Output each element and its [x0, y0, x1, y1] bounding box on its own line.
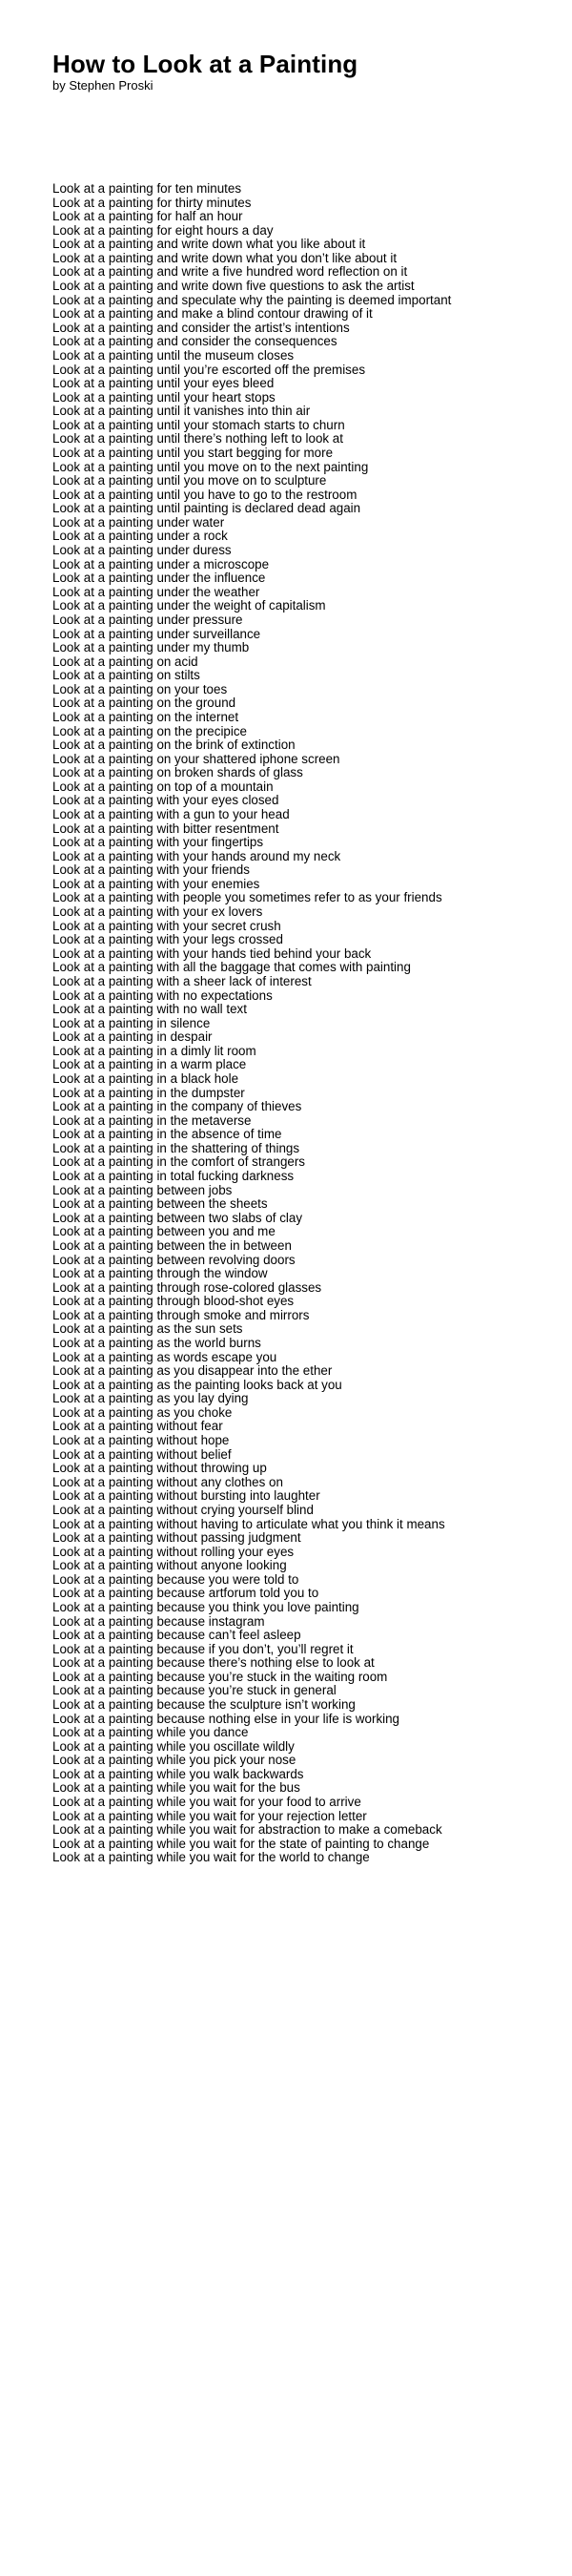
poem-line: Look at a painting and write a five hundred word reflection on it [52, 264, 408, 280]
poem-line: Look at a painting as the painting looks back at you [52, 1377, 342, 1392]
poem-line: Look at a painting between two slabs of clay [52, 1210, 303, 1225]
poem-line: Look at a painting on stilts [52, 668, 200, 683]
poem-line: Look at a painting with your hands around my neck [52, 848, 341, 863]
poem-line: Look at a painting through rose-colored glasses [52, 1279, 322, 1295]
poem-line: Look at a painting without fear [52, 1419, 223, 1434]
poem-line: Look at a painting because you were told to [52, 1571, 299, 1587]
poem-line: Look at a painting while you wait for your food to arrive [52, 1795, 361, 1810]
poem-line: Look at a painting until your eyes bleed [52, 376, 275, 391]
poem-line: Look at a painting under a microscope [52, 556, 270, 571]
poem-line: Look at a painting and write down what you like about it [52, 237, 366, 252]
article-title: How to Look at a Painting [52, 50, 358, 78]
poem-line: Look at a painting and make a blind contour drawing of it [52, 306, 373, 322]
poem-line: Look at a painting through the window [52, 1266, 268, 1281]
poem-lines [52, 182, 548, 1865]
author-byline: by Stephen Proski [52, 78, 153, 93]
poem-line: Look at a painting with a gun to your head [52, 807, 290, 822]
poem-line: Look at a painting for ten minutes [52, 181, 242, 196]
poem-line: Look at a painting in silence [52, 1015, 211, 1030]
poem-line: Look at a painting as you choke [52, 1404, 233, 1420]
poem-line: Look at a painting as the sun sets [52, 1321, 243, 1337]
poem-line: Look at a painting until you move on to sculpture [52, 473, 327, 488]
poem-line: Look at a painting with all the baggage that comes with painting [52, 960, 411, 975]
poem-line: Look at a painting because nothing else in your life is working [52, 1711, 400, 1726]
poem-line: Look at a painting through smoke and mirrors [52, 1307, 310, 1322]
poem-line: Look at a painting because you’re stuck in general [52, 1683, 337, 1698]
poem-line: Look at a painting with no wall text [52, 1002, 247, 1017]
poem-line: Look at a painting in the dumpster [52, 1085, 245, 1100]
poem-line: Look at a painting without throwing up [52, 1461, 267, 1476]
poem-line: Look at a painting under duress [52, 543, 232, 558]
poem-line: Look at a painting between you and me [52, 1224, 276, 1239]
poem-line: Look at a painting with your ex lovers [52, 904, 263, 920]
poem-line: Look at a painting with bitter resentment [52, 821, 279, 836]
poem-line: Look at a painting in the comfort of strangers [52, 1154, 305, 1170]
poem-line: Look at a painting in the absence of time [52, 1127, 282, 1142]
poem-line: Look at a painting between jobs [52, 1182, 233, 1197]
poem-line: Look at a painting under my thumb [52, 640, 250, 655]
poem-line: Look at a painting under the weight of capitalism [52, 598, 326, 613]
poem-line: Look at a painting because the sculpture isn’t working [52, 1697, 356, 1713]
poem-line: Look at a painting as the world burns [52, 1335, 261, 1350]
poem-line: Look at a painting with your enemies [52, 876, 260, 891]
poem-line: Look at a painting while you wait for abstraction to make a comeback [52, 1822, 442, 1838]
poem-line: Look at a painting in the company of thieves [52, 1099, 302, 1114]
poem-line: Look at a painting because can’t feel asleep [52, 1628, 301, 1643]
poem-line: Look at a painting in a warm place [52, 1057, 247, 1072]
poem-line: Look at a painting on the brink of extinction [52, 737, 296, 753]
poem-line: Look at a painting on the ground [52, 696, 236, 711]
article [52, 50, 548, 1865]
poem-line: Look at a painting on broken shards of glass [52, 765, 303, 780]
poem-line: Look at a painting with your hands tied behind your back [52, 945, 372, 961]
poem-line: Look at a painting on the precipice [52, 723, 247, 738]
poem-line: Look at a painting while you pick your nose [52, 1753, 296, 1768]
poem-line: Look at a painting and consider the consequences [52, 334, 337, 349]
poem-line: Look at a painting with your secret crush [52, 918, 281, 933]
poem-line: Look at a painting without crying yourself blind [52, 1502, 314, 1517]
poem-line: Look at a painting and write down five questions to ask the artist [52, 279, 415, 294]
poem-line: Look at a painting on top of a mountain [52, 779, 274, 794]
poem-line: Look at a painting until your stomach starts to churn [52, 417, 345, 432]
poem-line: Look at a painting on the internet [52, 709, 239, 724]
poem-line: Look at a painting because if you don’t, you’ll regret it [52, 1641, 354, 1656]
poem-line: Look at a painting without belief [52, 1446, 232, 1462]
poem-line: Look at a painting without passing judgment [52, 1530, 301, 1546]
poem-line: Look at a painting on your shattered iphone screen [52, 751, 340, 766]
poem-line: Look at a painting with your friends [52, 862, 250, 878]
poem-line: Look at a painting because you think you love painting [52, 1599, 359, 1614]
poem-line: Look at a painting in the shattering of things [52, 1140, 300, 1155]
poem-line: Look at a painting while you wait for your rejection letter [52, 1808, 367, 1823]
poem-line: Look at a painting in total fucking darkness [52, 1169, 295, 1184]
poem-line: Look at a painting between the sheets [52, 1196, 268, 1212]
poem-line: Look at a painting until you’re escorted off the premises [52, 362, 366, 377]
poem-line: Look at a painting with your legs crossed [52, 932, 283, 947]
poem-line: Look at a painting under a rock [52, 529, 228, 544]
poem-line: Look at a painting while you dance [52, 1725, 249, 1740]
poem-line: Look at a painting while you wait for the bus [52, 1780, 300, 1796]
poem-line: Look at a painting without rolling your eyes [52, 1544, 295, 1559]
poem-line: Look at a painting for half an hour [52, 209, 243, 224]
poem-line: Look at a painting in despair [52, 1029, 213, 1045]
poem-line: Look at a painting because you’re stuck in the waiting room [52, 1669, 388, 1684]
poem-line: Look at a painting without anyone looking [52, 1558, 287, 1573]
poem-line: Look at a painting with no expectations [52, 987, 273, 1003]
poem-line: Look at a painting under water [52, 514, 225, 530]
poem-line: Look at a painting in the metaverse [52, 1112, 252, 1128]
poem-line: Look at a painting as you disappear into the ether [52, 1363, 333, 1379]
poem-line: Look at a painting under pressure [52, 612, 243, 627]
poem-line: Look at a painting and speculate why the painting is deemed important [52, 292, 452, 307]
poem-line: Look at a painting with a sheer lack of interest [52, 973, 312, 988]
poem-line: Look at a painting while you wait for the state of painting to change [52, 1836, 430, 1851]
poem-line: Look at a painting because instagram [52, 1613, 265, 1629]
poem-line: Look at a painting because artforum told you to [52, 1586, 319, 1601]
poem-line: Look at a painting until painting is declared dead again [52, 501, 361, 516]
poem-line: Look at a painting on acid [52, 654, 198, 669]
poem-line: Look at a painting under surveillance [52, 626, 261, 641]
poem-line: Look at a painting under the weather [52, 584, 260, 599]
poem-line: Look at a painting between the in between [52, 1237, 292, 1253]
poem-line: Look at a painting on your toes [52, 681, 228, 696]
poem-line: Look at a painting as you lay dying [52, 1391, 249, 1406]
poem-line: Look at a painting for thirty minutes [52, 195, 252, 210]
poem-line: Look at a painting until you move on to the next painting [52, 459, 369, 474]
poem-line: Look at a painting until you start begging for more [52, 445, 334, 460]
poem-line: Look at a painting without having to articulate what you think it means [52, 1516, 445, 1531]
poem-line: Look at a painting with your fingertips [52, 835, 264, 850]
poem-line: Look at a painting because there’s nothing else to look at [52, 1655, 375, 1671]
poem-line: Look at a painting while you wait for the world to change [52, 1850, 370, 1865]
poem-line: Look at a painting with people you sometimes refer to as your friends [52, 890, 442, 905]
poem-line: Look at a painting until the museum closes [52, 347, 295, 363]
poem-line: Look at a painting through blood-shot eyes [52, 1294, 295, 1309]
poem-line: Look at a painting until there’s nothing left to look at [52, 431, 343, 447]
poem-line: Look at a painting and consider the artist’s intentions [52, 320, 350, 335]
poem-line: Look at a painting between revolving doors [52, 1252, 296, 1267]
poem-line: Look at a painting as words escape you [52, 1349, 277, 1364]
poem-line: Look at a painting until you have to go to the restroom [52, 487, 358, 502]
poem-line: Look at a painting until it vanishes into thin air [52, 404, 311, 419]
poem-line: Look at a painting until your heart stops [52, 389, 276, 405]
poem-line: Look at a painting and write down what you don’t like about it [52, 250, 398, 265]
poem-line: Look at a painting for eight hours a day [52, 222, 274, 238]
poem-line: Look at a painting with your eyes closed [52, 793, 279, 808]
poem-line: Look at a painting in a black hole [52, 1071, 239, 1086]
poem-line: Look at a painting under the influence [52, 571, 266, 586]
poem-line: Look at a painting without hope [52, 1433, 230, 1448]
poem-line: Look at a painting without bursting into laughter [52, 1488, 320, 1504]
poem-line: Look at a painting while you walk backwards [52, 1766, 304, 1781]
poem-line: Look at a painting while you oscillate wildly [52, 1738, 295, 1754]
poem-line: Look at a painting in a dimly lit room [52, 1043, 256, 1058]
poem-line: Look at a painting without any clothes on [52, 1474, 283, 1489]
